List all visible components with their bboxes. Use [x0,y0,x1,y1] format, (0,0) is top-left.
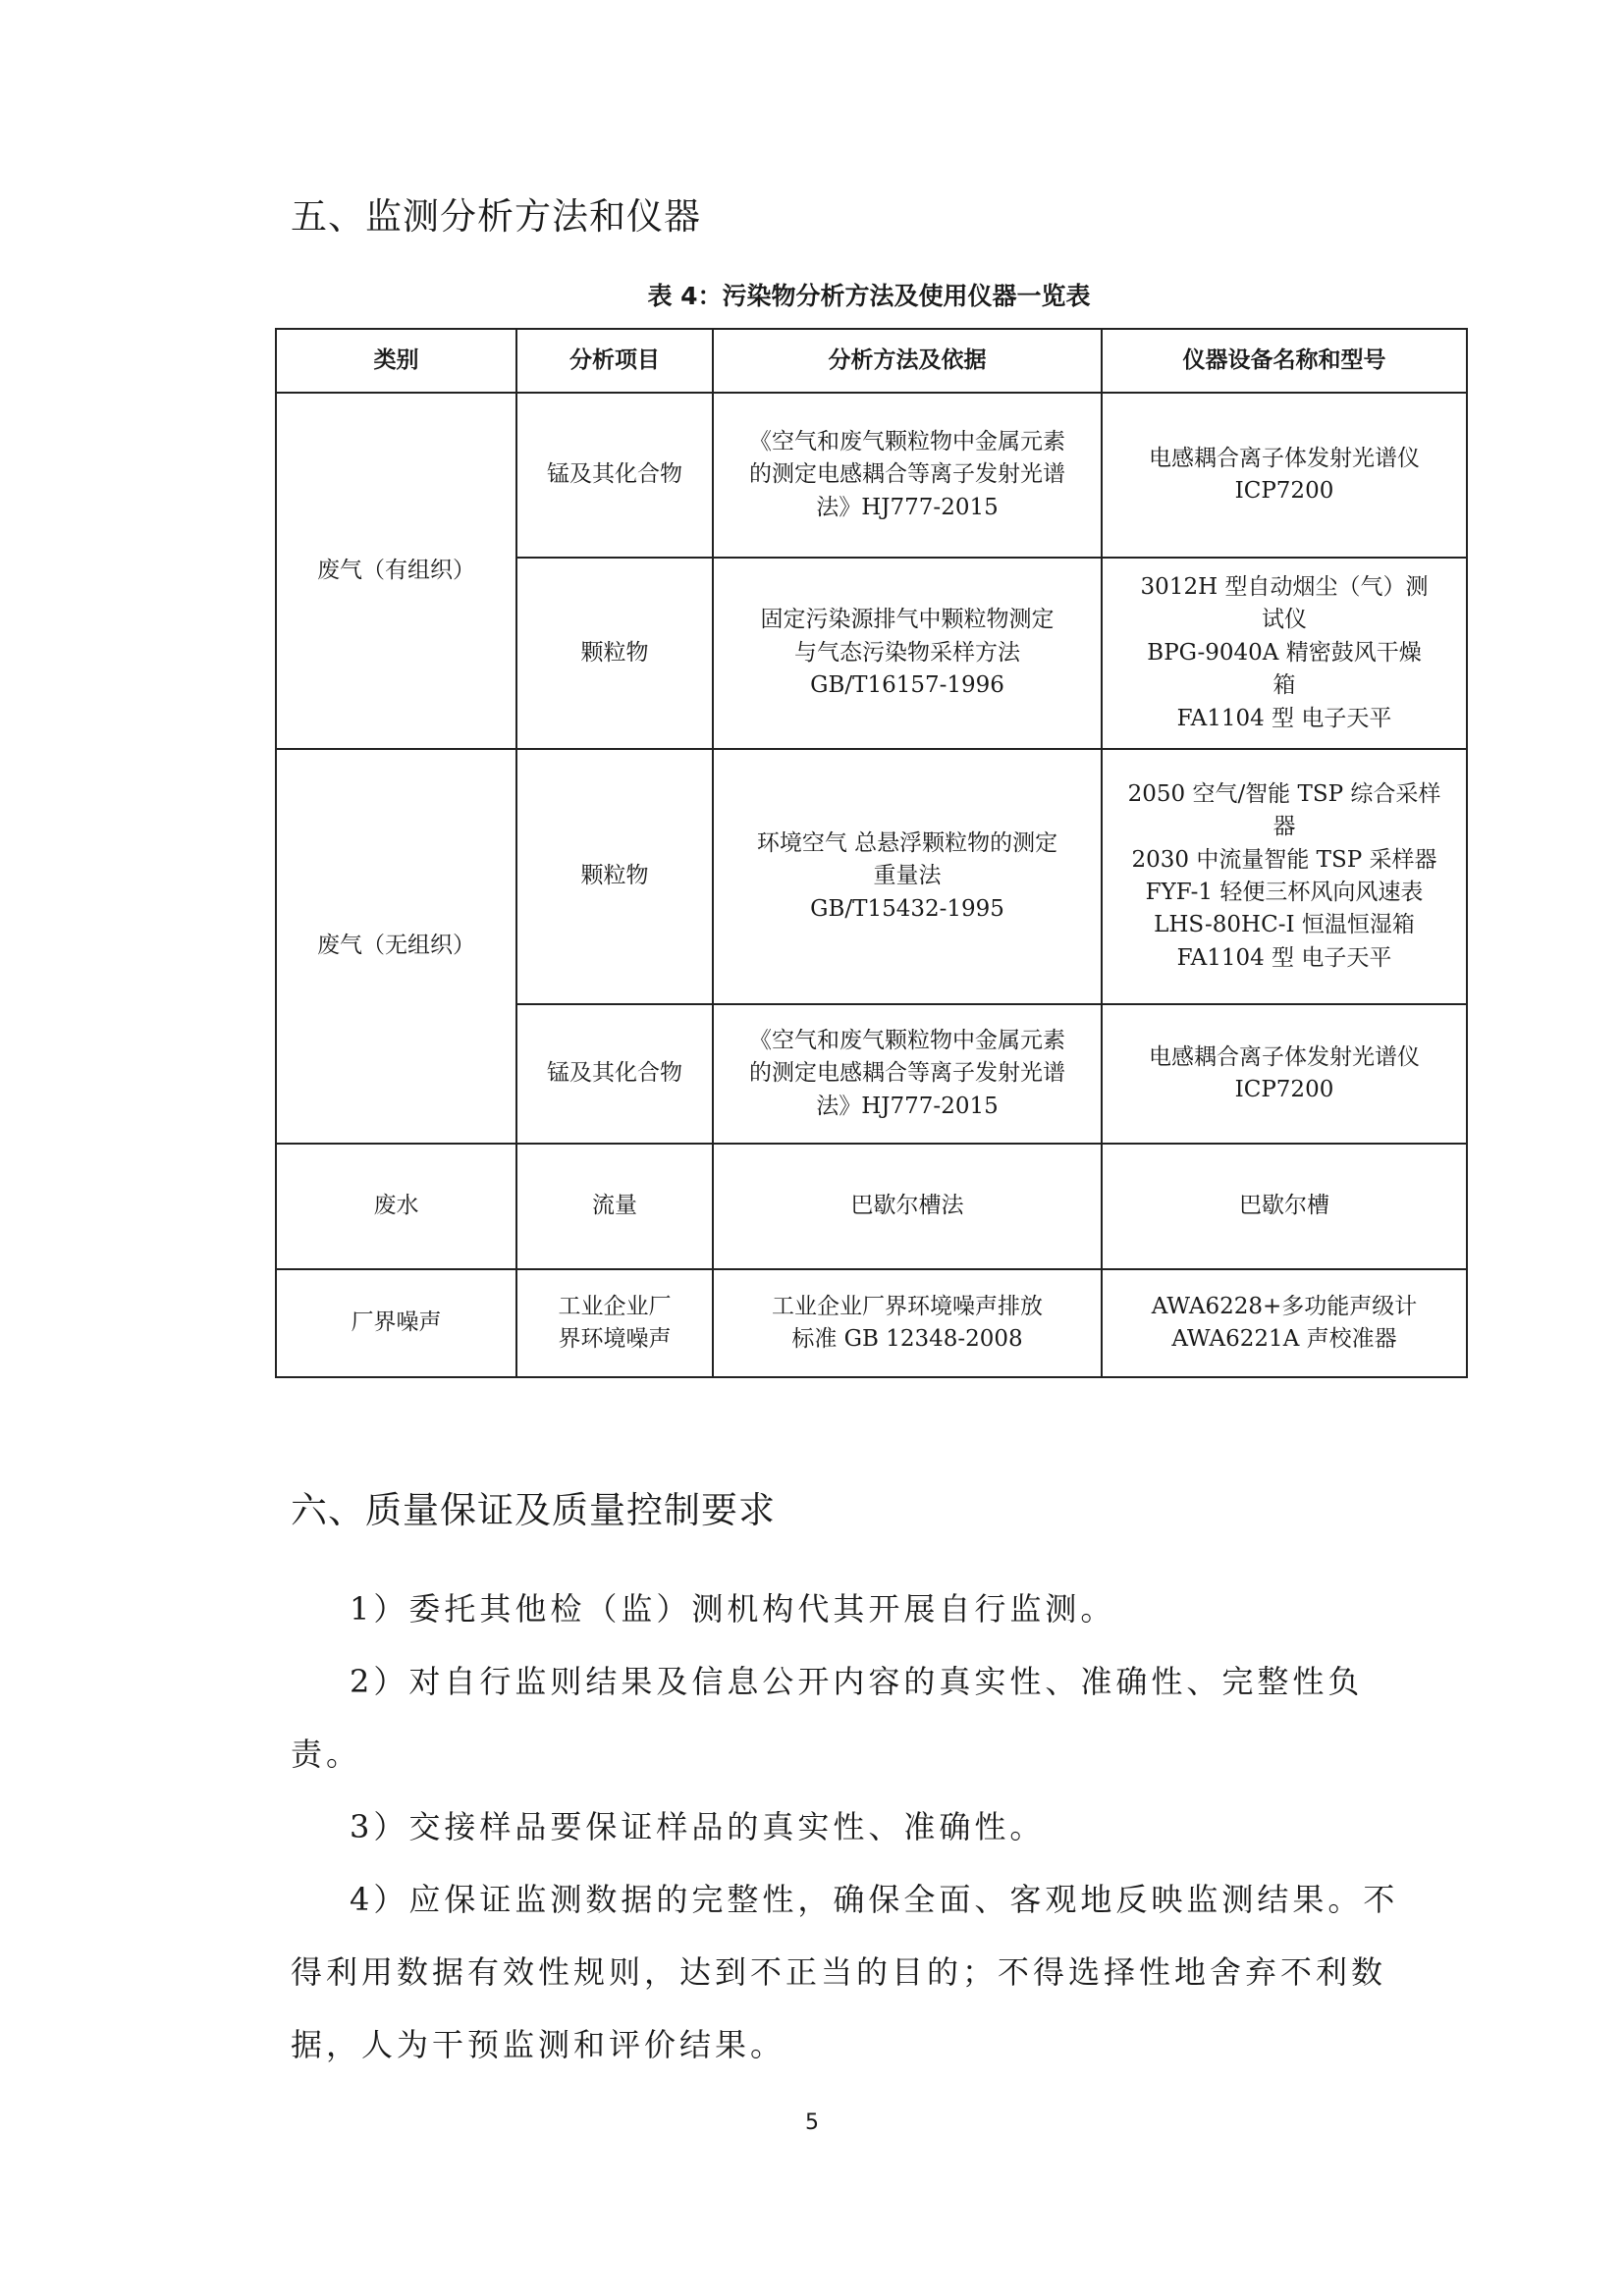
item-cell: 颗粒物 [516,558,713,749]
method-cell: 工业企业厂界环境噪声排放 标准 GB 12348-2008 [713,1269,1102,1377]
method-cell: 固定污染源排气中颗粒物测定 与气态污染物采样方法 GB/T16157-1996 [713,558,1102,749]
category-cell: 废气（无组织） [276,749,516,1144]
header-item: 分析项目 [516,329,713,393]
instruments-cell: 2050 空气/智能 TSP 综合采样 器 2030 中流量智能 TSP 采样器 FYF-1 轻便三杯风向风速表 LHS-80HC-I 恒温恒湿箱 FA1104 型 电子天平 [1102,749,1467,1004]
instruments-cell: 巴歇尔槽 [1102,1144,1467,1269]
qa-paragraph-4: 4）应保证监测数据的完整性，确保全面、客观地反映监测结果。不得利用数据有效性规则，达到不正当的目的；不得选择性地舍弃不利数据，人为干预监测和评价结果。 [291,1881,1399,2063]
category-cell: 废气（有组织） [276,393,516,749]
item-cell: 锰及其化合物 [516,1004,713,1144]
qa-paragraph-2: 2）对自行监则结果及信息公开内容的真实性、准确性、完整性负责。 [291,1663,1364,1773]
qa-paragraph-3: 3）交接样品要保证样品的真实性、准确性。 [350,1808,1046,1845]
header-category: 类别 [276,329,516,393]
instruments-cell: 3012H 型自动烟尘（气）测 试仪 BPG-9040A 精密鼓风干燥 箱 FA1104 型 电子天平 [1102,558,1467,749]
table-row [276,749,1467,1004]
methods-instruments-table [275,328,1468,1378]
item-cell: 流量 [516,1144,713,1269]
method-cell: 环境空气 总悬浮颗粒物的测定 重量法 GB/T15432-1995 [713,749,1102,1004]
item-cell: 锰及其化合物 [516,393,713,558]
item-cell: 工业企业厂 界环境噪声 [516,1269,713,1377]
page-number: 5 [805,2110,819,2135]
method-cell: 《空气和废气颗粒物中金属元素 的测定电感耦合等离子发射光谱 法》HJ777-2015 [713,1004,1102,1144]
item-cell: 颗粒物 [516,749,713,1004]
header-instruments: 仪器设备名称和型号 [1102,329,1467,393]
method-cell: 巴歇尔槽法 [713,1144,1102,1269]
qa-paragraph-1: 1）委托其他检（监）测机构代其开展自行监测。 [350,1590,1116,1628]
instruments-cell: 电感耦合离子体发射光谱仪 ICP7200 [1102,393,1467,558]
table-caption: 表 4：污染物分析方法及使用仪器一览表 [647,282,1091,310]
section-title-quality-assurance: 六、质量保证及质量控制要求 [291,1489,776,1531]
method-cell: 《空气和废气颗粒物中金属元素 的测定电感耦合等离子发射光谱 法》HJ777-2015 [713,393,1102,558]
table-row [276,393,1467,558]
instruments-cell: 电感耦合离子体发射光谱仪 ICP7200 [1102,1004,1467,1144]
table-row [276,1144,1467,1269]
instruments-cell: AWA6228+多功能声级计 AWA6221A 声校准器 [1102,1269,1467,1377]
section-title-monitoring-methods: 五、监测分析方法和仪器 [291,195,701,238]
header-method: 分析方法及依据 [713,329,1102,393]
category-cell: 厂界噪声 [276,1269,516,1377]
table-row [276,1269,1467,1377]
category-cell: 废水 [276,1144,516,1269]
table-header-row [276,329,1467,393]
